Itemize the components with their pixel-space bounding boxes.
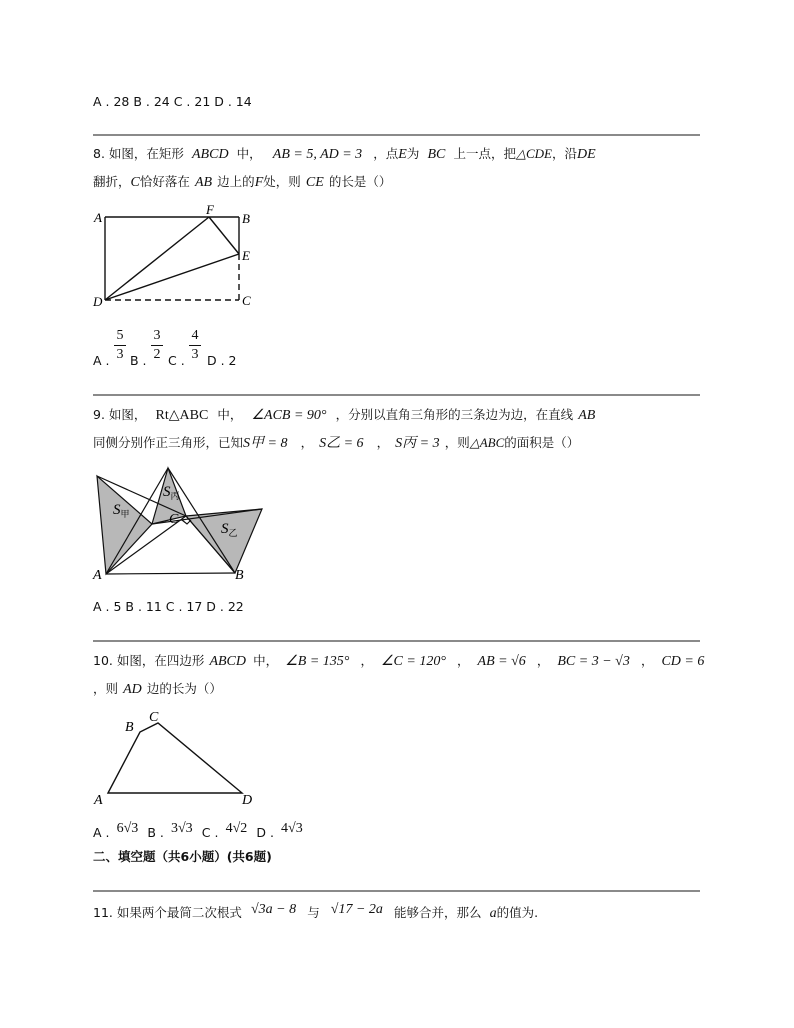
q9-label-S-yi: $S_乙$ <box>221 521 238 538</box>
q10-label-B: B <box>125 720 134 735</box>
q8-option-A-fraction: 5 3 <box>114 328 126 363</box>
q8-stem-line2: 翻折，C恰好落在 AB 边上的F处，则 CE 的长是（） <box>93 174 392 190</box>
divider <box>93 890 700 892</box>
q8-label-F: F <box>206 202 214 217</box>
q10-quadrilateral-figure <box>88 703 268 808</box>
q8-stem-line1: 8. 如图，在矩形 ABCD 中， AB = 5, AD = 3 ，点E为 BC 上一点，把△CDE，沿DE <box>93 146 596 162</box>
q9-label-B: B <box>235 568 244 583</box>
q8-label-A: A <box>94 210 102 225</box>
divider <box>93 640 700 642</box>
divider <box>93 394 700 396</box>
q9-label-S-bing: $S_丙$ <box>163 484 180 501</box>
q10-options: A . 6√3 B . 3√3 C . 4√2 D . 4√3 <box>93 821 303 840</box>
q8-option-C-label: C . <box>168 353 185 368</box>
q8-label-C: C <box>242 293 251 308</box>
section-2-heading: 二、填空题（共6小题）(共6题) <box>93 849 272 864</box>
q8-option-A-label: A . <box>93 353 110 368</box>
q9-options: A . 5 B . 11 C . 17 D . 22 <box>93 599 244 614</box>
q9-equilateral-triangles-figure <box>85 462 270 587</box>
q10-stem-line1: 10. 如图，在四边形 ABCD 中， ∠B = 135° ， ∠C = 120° ， AB = √6 ， BC = 3 − √3 ， CD = 6 <box>93 653 705 669</box>
q8-option-D: D . 2 <box>207 353 237 368</box>
q8-option-B-label: B . <box>130 353 147 368</box>
q10-label-C: C <box>149 710 159 725</box>
q7-options: A . 28 B . 24 C . 21 D . 14 <box>93 94 252 109</box>
q8-option-C-fraction: 4 3 <box>189 328 201 363</box>
q8-label-B: B <box>242 211 250 226</box>
q9-label-S-jia: $S_甲$ <box>113 502 130 519</box>
q10-stem-line2: ，则 AD 边的长为（） <box>93 681 222 697</box>
q10-label-A: A <box>94 793 103 808</box>
q9-stem-line1: 9. 如图， Rt△ABC 中， ∠ACB = 90° ，分别以直角三角形的三条边为边，在直线 AB <box>93 407 596 423</box>
q9-label-A: A <box>93 568 102 583</box>
divider <box>93 134 700 136</box>
q9-label-C: C <box>169 512 179 527</box>
q8-rectangle-figure <box>90 202 265 312</box>
q11-stem: 11. 如果两个最简二次根式 √3a − 8 与 √17 − 2a 能够合并，那么 a的值为. <box>93 902 539 921</box>
q8-option-B-fraction: 3 2 <box>151 328 163 363</box>
q9-stem-line2: 同侧分别作正三角形，已知S甲 = 8 ， S乙 = 6 ， S丙 = 3 ，则△ABC的面积是（） <box>93 435 580 451</box>
q10-label-D: D <box>242 793 253 808</box>
q8-label-D: D <box>93 294 103 309</box>
q8-label-E: E <box>242 248 250 263</box>
